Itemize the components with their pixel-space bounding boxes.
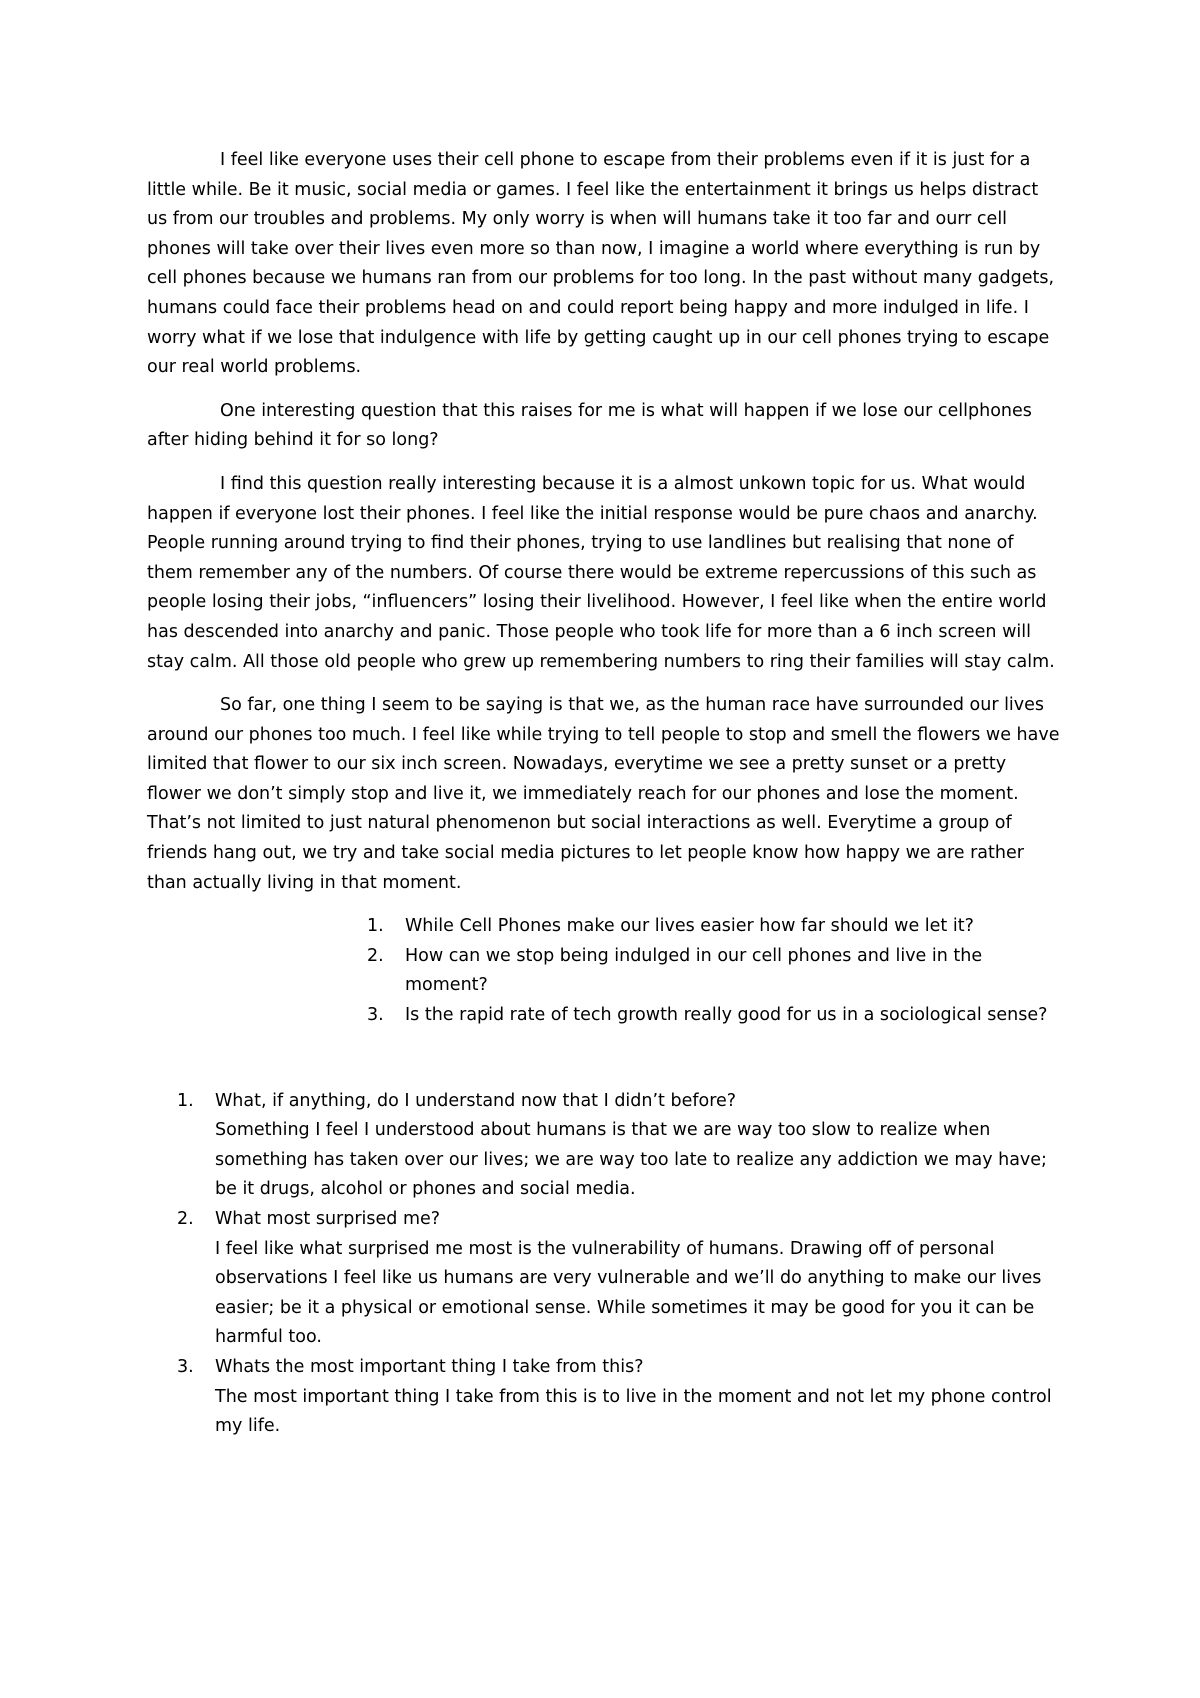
reflection-number: 1. xyxy=(177,1090,194,1111)
reflection-number: 2. xyxy=(177,1209,194,1229)
reflection-item-3 xyxy=(177,1353,1062,1442)
paragraph-2: One interesting question that this raises for me is what will happen if we lose our cellphones after hiding behind it for so long? xyxy=(147,400,1032,451)
reflection-item-2 xyxy=(177,1205,1062,1353)
question-item-2 xyxy=(367,942,1062,1001)
question-item-1 xyxy=(367,912,1062,942)
paragraph-4: So far, one thing I seem to be saying is that we, as the human race have surrounded our lives around our phones too much. I feel like while trying to tell people to stop and smell the flowers we have limited that flower to our six inch screen. Nowadays, everytime we see a pretty sunset or a pretty flower we don’t simply stop and live it, we immediately reach for our phones and lose the moment. That’s not limited to just natural phenomenon but social interactions as well. Everytime a group of friends hang out, we try and take social media pictures to let people know how happy we are rather than actually living in that moment. xyxy=(147,695,1060,893)
paragraph-1: I feel like everyone uses their cell phone to escape from their problems even if it is just for a little while. Be it music, social media or games. I feel like the entertainment it brings us helps distract us from our troubles and problems. My only worry is when will humans take it too far and ourr cell phones will take over their lives even more so than now, I imagine a world where everything is run by cell phones because we humans ran from our problems for too long. In the past without many gadgets, humans could face their problems head on and could report being happy and more indulged in life. I worry what if we lose that indulgence with life by getting caught up in our cell phones trying to escape our real world problems. xyxy=(147,150,1055,378)
reflection-answer: I feel like what surprised me most is the vulnerability of humans. Drawing off of personal observations I feel like us humans are very vulnerable and we’ll do anything to make our lives easier; be it a physical or emotional sense. While sometimes it may be good for you it can be harmful too. xyxy=(215,1238,1042,1348)
reflection-question: What most surprised me? xyxy=(215,1209,441,1229)
reflection-answer: Something I feel I understood about humans is that we are way too slow to realize when something has taken over our lives; we are way too late to realize any addiction we may have; be it drugs, alcohol or phones and social media. xyxy=(215,1120,1047,1200)
reflection-answer: The most important thing I take from this is to live in the moment and not let my phone control my life. xyxy=(215,1386,1052,1437)
paragraph-3: I find this question really interesting because it is a almost unkown topic for us. What would happen if everyone lost their phones. I feel like the initial response would be pure chaos and anarchy. People running around trying to find their phones, trying to use landlines but realising that none of them remember any of the numbers. Of course there would be extreme repercussions of this such as people losing their jobs, “influencers” losing their livelihood. However, I feel like when the entire world has descended into anarchy and panic. Those people who took life for more than a 6 inch screen will stay calm. All those old people who grew up remembering numbers to ring their families will stay calm. xyxy=(147,473,1055,672)
question-number: 3. xyxy=(367,1005,384,1026)
question-number: 2. xyxy=(367,945,384,966)
document-body xyxy=(147,146,1062,1442)
question-text: How can we stop being indulged in our cell phones and live in the moment? xyxy=(405,945,983,996)
question-number: 1. xyxy=(367,916,384,937)
question-text: While Cell Phones make our lives easier how far should we let it? xyxy=(405,916,974,937)
question-item-3 xyxy=(367,1001,1062,1031)
reflection-question: Whats the most important thing I take from this? xyxy=(215,1356,644,1377)
reflection-item-1 xyxy=(177,1087,1062,1205)
reflection-question: What, if anything, do I understand now that I didn’t before? xyxy=(215,1090,737,1111)
reflections-list xyxy=(177,1087,1062,1442)
reflection-number: 3. xyxy=(177,1356,194,1377)
questions-list xyxy=(367,912,1062,1030)
question-text: Is the rapid rate of tech growth really good for us in a sociological sense? xyxy=(405,1005,1048,1026)
